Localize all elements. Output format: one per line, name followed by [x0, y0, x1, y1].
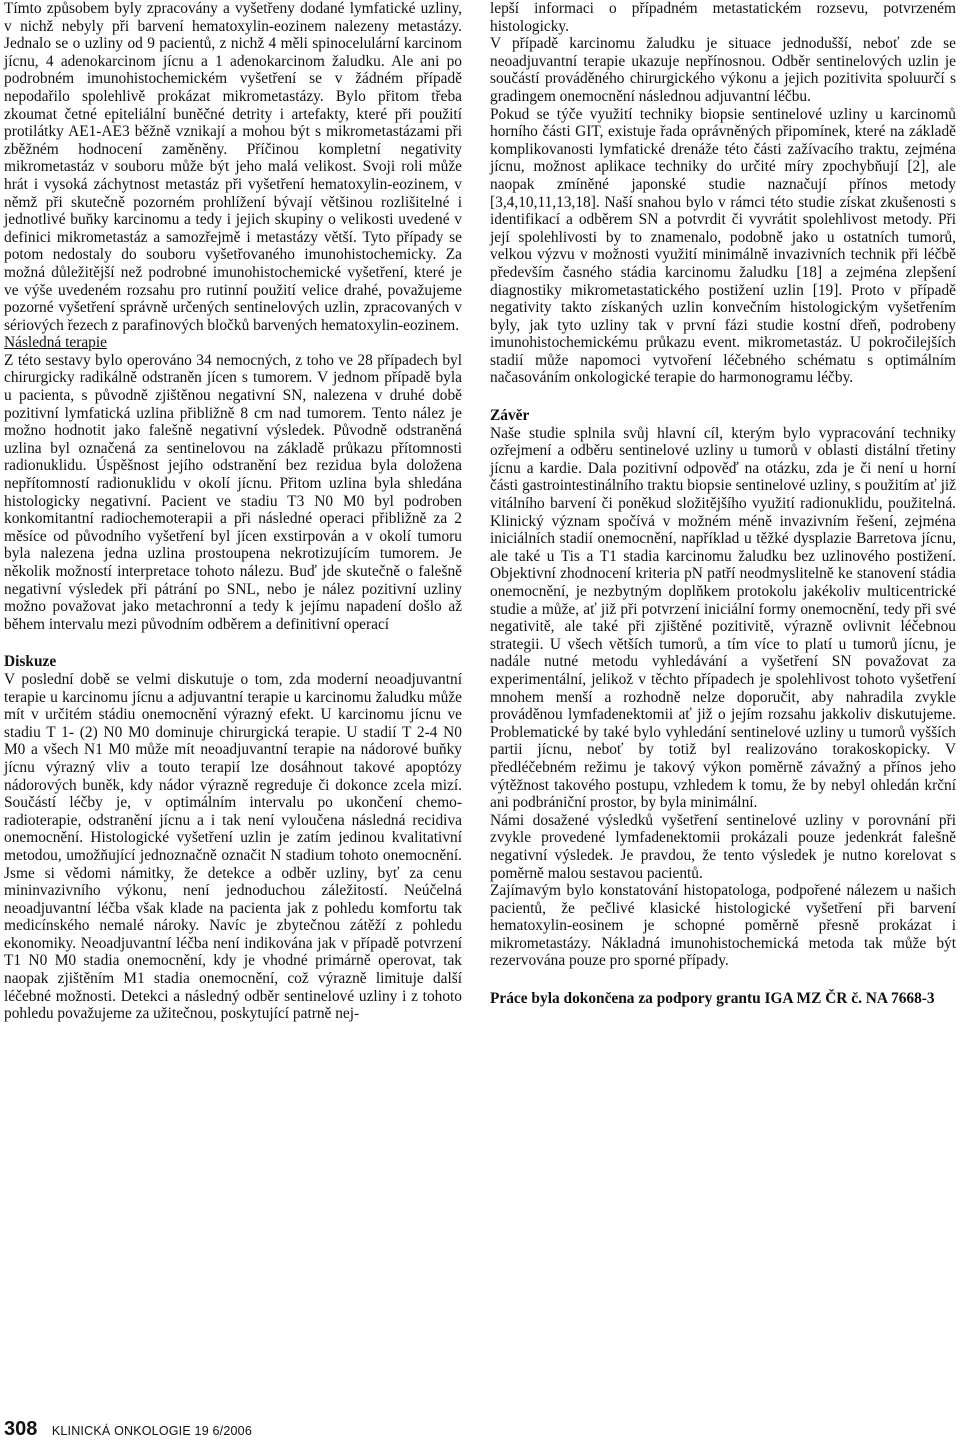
intro-paragraph: Tímto způsobem byly zpracovány a vyšetřeny dodané lymfatické uzliny, v nichž nebyly při barvení hematoxylin-eozinem nalezeny metastázy. Jednalo se o uzliny od 9 pacientů, z nichž 4 měli spinocelulární karcinom jícnu, 4 adenokarcinom jícnu a 1 adenokarcinom žaludku. Ale ani po podrobném imunohistochemickém vyšetření se v žádném případě nepodařilo spolehlivě prokázat mikrometastázy. Bylo přitom třeba zkoumat četné epiteliální buněčné detrity i artefakty, které při použití protilátky AE1-AE3 běžně vznikají a mohou být s mikrometastázami při zběžném hodnocení zaměněny. Příčinou kompletní negativity mikrometastáz v souboru může být jeho malá velikost. Svoji roli může hrát i vysoká záchytnost metastáz při vyšetření hematoxylin-eozinem, v němž při skutečně pozorném prohlížení bývají většinou rozlišitelné i jednotlivé buňky karcinomu a tedy i jejich skupiny o velikosti uvedené v definici mikrometastáz a samozřejmě i metastázy větší. Tyto případy se potom nedostaly do souboru vyšetřovaného imunohistochemicky. Za možná důležitější než podrobné imunohistochemické vyšetření, které je ve výše uvedeném rozsahu pro rutinní použití velice drahé, považujeme pozorné vyšetření správně určených sentinelových uzlin, zpracovaných v sériových řezech z parafinových bločků barvených hematoxylin-eozinem. — [4, 0, 462, 334]
stomach-paragraph: V případě karcinomu žaludku je situace jednodušší, neboť zde se neoadjuvantní terapie ukazuje nepřínosnou. Odběr sentinelových uzlin je součástí prováděného chirurgického výkonu a jejich pozitivita spoluurčí s gradingem onemocnění následnou adjuvantní léčbu. — [490, 35, 956, 105]
conclusion-heading: Závěr — [490, 407, 530, 425]
journal-reference: KLINICKÁ ONKOLOGIE 19 6/2006 — [51, 1424, 252, 1438]
discussion-heading: Diskuze — [4, 653, 57, 671]
results-paragraph: Námi dosažené výsledků vyšetření sentinelové uzliny v porovnání při zvykle provedené lymfadenektomii prokázali pouze jedenkrát falešně negativní výsledek. Je pravdou, že tento výsledek je nutno korelovat s poměrně malou sestavou pacientů. — [490, 811, 956, 882]
followup-heading: Následná terapie — [4, 334, 107, 352]
histology-paragraph: Zajímavým bylo konstatování histopatologa, podpořené nálezem u našich pacientů, že pečlivé klasické histologické vyšetření při barvení hematoxylin-eosinem je schopné poměrně přesně prokázat i mikrometastázy. Nákladná imunohistochemická metoda tak může být rezervována pouze pro sporné případy. — [490, 882, 956, 970]
conclusion-paragraph: Naše studie splnila svůj hlavní cíl, kterým bylo vypracování techniky ozřejmení a odběru sentinelové uzliny u tumorů v oblasti distální třetiny jícnu a kardie. Dala pozitivní odpověď na otázku, zda je či není u horní části gastrointestinálního traktu biopsie sentinelové uzliny, s použitím ať již vitálního barvení či poněkud složitějšího využití radionuklidu, použitelná. Klinický význam spočívá v možném méně invazivním řešení, zejména iniciálních stadií onemocnění, například u těžké dysplazie Barretova jícnu, ale také u Tis a T1 stadia karcinomu žaludku bez uzlinového postižení. Objektivní zhodnocení kriteria pN patří neodmyslitelně ke stanovení stádia onemocnění, je nezbytným doplňkem protokolu jakékoliv multicentrické studie a může, ať již při potvrzení iniciální formy onemocnění, tedy při své negativitě, ale také při zjištěné pozitivitě, výrazně ovlivnit léčebnou strategii. U všech větších tumorů, a tím více to platí u tumorů jícnu, je nadále nutné metodu vyhledávání a vyšetření SN považovat za experimentální, jelikož v těchto případech je spolehlivost tohoto vyšetření mnohem menší a rozhodně nelze doporučit, aby nahradila zvykle prováděnou lymfadenektomii ať již o jejím rozsahu jakkoliv diskutujeme. Problematické by také bylo vyhledání sentinelové uzliny u tumorů vyšších partii jícnu, neboť by totiž byl realizováno torakoskopicky. V předléčebném režimu je takový výkon poměrně závažný a přínos jeho výtěžnost takového postupu, vzhledem k tomu, že by nebyl ohledán krční ani podbrániční prostor, by byla minimální. — [490, 424, 956, 812]
followup-paragraph: Z této sestavy bylo operováno 34 nemocných, z toho ve 28 případech byl chirurgicky radikálně odstraněn jícen s tumorem. V jednom případě byla u pacienta, s původně zjištěnou negativní SN, nalezena v druhé době pozitivní lymfatická uzlina přibližně 8 cm nad tumorem. Tento nález je možno hodnotit jako falešně negativní výsledek. Původně odstraněná uzlina byl označená za sentinelovou na základě průkazu přítomnosti radionuklidu. Úspěšnost jejího odstranění bez rezidua byla doložena nepřítomností radionuklidu v okolí jícnu. Přitom uzlina byla shledána histologicky negativní. Pacient ve stadiu T3 N0 M0 byl podroben konkomitantní radiochemoterapii a při následné operaci přibližně za 2 měsíce od původního vyšetření byl jícen exstirpován a v okolí tumoru byla nalezena jedna uzlina prostoupena nekrotizujícím tumorem. Je několik možností interpretace tohoto nálezu. Buď jde skutečně o falešně negativní výsledek při pátrání po SNL, nebo je nález pozitivní uzliny možno považovat jako metachronní a tedy k jejímu napadení došlo až během intervalu mezi původním odběrem a definitivní operací — [4, 351, 462, 633]
right-column — [490, 0, 956, 1008]
page-footer — [4, 1418, 252, 1441]
git-paragraph: Pokud se týče využití techniky biopsie sentinelové uzliny u karcinomů horního části GIT, existuje řada oprávněných připomínek, které na základě komplikovanosti lymfatické drenáže této části zažívacího traktu, zejména jícnu, možnost aplikace techniky do určité míry zpochybňují [2], ale naopak zmíněné japonské studie naznačují přínos metody [3,4,10,11,13,18]. Naší snahou bylo v rámci této studie získat zkušenosti s identifikací a odběrem SN a potvrdit či vyvrátit spolehlivost metody. Při její spolehlivosti by to znamenalo, podobně jako u ostatních tumorů, velkou výzvu v možnosti využití minimálně invazivních technik při léčbě především časného stádia karcinomu žaludku [18] a zejména zlepšení diagnostiky mikrometastatického postižení uzlin [19]. Proto v případě negativity takto získaných uzlin konvečním histologickým vyšetřením byly, jak tyto uzliny tak v první fázi studie kostní dřeň, podrobeny imunohistochemickému průkazu event. mikrometastáz. U pokročilejších stadií může napomoci vytvoření léčebného schématu s optimálním načasováním onkologické terapie do harmonogramu léčby. — [490, 105, 956, 387]
left-column — [4, 0, 462, 1023]
page-number: 308 — [4, 1418, 38, 1440]
continuation-paragraph: lepší informaci o případném metastatickém rozsevu, potvrzeném histologicky. — [490, 0, 956, 35]
grant-acknowledgement: Práce byla dokončena za podpory grantu IGA MZ ČR č. NA 7668-3 — [490, 990, 935, 1008]
discussion-paragraph: V poslední době se velmi diskutuje o tom, zda moderní neoadjuvantní terapie u karcinomu jícnu a adjuvantní terapie u karcinomu žaludku může mít v určitém stádiu onemocnění výrazný efekt. U karcinomu jícnu ve stadiu T 1- (2) N0 M0 dominuje chirurgická terapie. U stadií T 2-4 N0 M0 a všech N1 M0 může mít neoadjuvantní terapie na nádorové buňky jícnu výrazný vliv a touto terapií lze dosáhnout takové apoptózy nádorových buněk, kdy nádor výrazně regreduje či dokonce zcela mizí. Součástí léčby je, v optimálním intervalu po ukončení chemo-radioterapie, odstranění jícnu a i tak není vyloučena následná recidiva onemocnění. Histologické vyšetření uzlin je zatím jedinou kvalitativní metodou, umožňující jednoznačně označit N stadium tohoto onemocnění. Jsme si vědomi námitky, že detekce a odběr uzliny, byť za cenu mininvazivního výkonu, není jednoduchou záležitostí. Neúčelná neoadjuvantní léčba však klade na pacienta jak z pohledu komfortu tak medicínského nemalé nároky. Navíc je zbytečnou zátěží z pohledu ekonomiky. Neoadjuvantní léčba není indikována jak v případě potvrzení T1 N0 M0 stadia onemocnění, kdy je vhodné primárně operovat, tak naopak zjištěním M1 stadia onemocnění, což výrazně limituje další léčebné možnosti. Detekci a následný odběr sentinelové uzliny i z tohoto pohledu považujeme za užitečnou, poskytující patrně nej- — [4, 670, 462, 1023]
